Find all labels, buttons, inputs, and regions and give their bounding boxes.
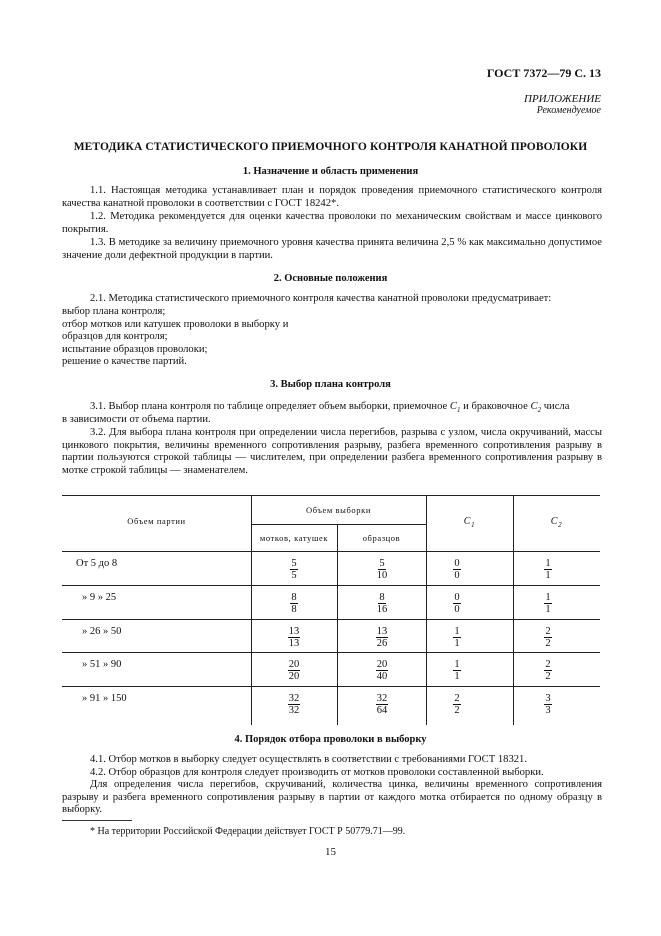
section-1-heading: 1. Назначение и область применения	[242, 166, 419, 177]
coils-fraction: $\frac{20}{20}$	[288, 659, 300, 682]
c1-fraction: $\frac{2}{2}$	[454, 693, 460, 716]
specimens-fraction: $\frac{20}{40}$	[376, 659, 388, 682]
paragraph-1-3: 1.3. В методике за величину приемочного уровня качества принята величина 2,5 % как максимально допустимое значение доли дефектной продукции в партии.	[62, 237, 602, 261]
footnote: * На территории Российской Федерации действует ГОСТ Р 50779.71—99.	[90, 826, 406, 837]
section-2-heading: 2. Основные положения	[273, 273, 388, 284]
c2-fraction: $\frac{1}{1}$	[545, 558, 551, 581]
paragraph-3-1-cont: в зависимости от объема партии.	[62, 414, 211, 425]
coils-fraction: $\frac{32}{32}$	[288, 693, 300, 716]
header-sample-size: Объем выборки	[306, 505, 371, 515]
list-item: испытание образцов проволоки;	[62, 344, 208, 355]
header-c1: $C_1$	[463, 516, 476, 529]
list-item: образцов для контроля;	[62, 331, 168, 342]
section-4-heading: 4. Порядок отбора проволоки в выборку	[234, 734, 427, 745]
c2-fraction: $\frac{1}{1}$	[545, 592, 551, 615]
page-header: ГОСТ 7372—79 С. 13	[486, 66, 601, 80]
list-item: решение о качестве партий.	[62, 356, 187, 367]
paragraph-1-2: 1.2. Методика рекомендуется для оценки качества проволоки по механическим свойствам и массе цинкового покрытия.	[62, 211, 602, 235]
specimens-fraction: $\frac{5}{10}$	[376, 558, 388, 581]
lot-size-cell: » 9 » 25	[82, 592, 117, 603]
paragraph-4-1: 4.1. Отбор мотков в выборку следует осуществлять в соответствии с требованиями ГОСТ 18321.	[90, 754, 527, 765]
header-c2: $C_2$	[550, 516, 563, 529]
paragraph-2-1: 2.1. Методика статистического приемочного контроля качества канатной проволоки предусматривает:	[90, 293, 552, 304]
header-lot-size: Объем партии	[127, 516, 186, 526]
lot-size-cell: » 51 » 90	[82, 659, 122, 670]
lot-size-cell: От 5 до 8	[76, 558, 118, 569]
coils-fraction: $\frac{8}{8}$	[291, 592, 297, 615]
c1-fraction: $\frac{1}{1}$	[454, 659, 460, 682]
footnote-rule	[62, 820, 132, 821]
paragraph-4-3: Для определения числа перегибов, скручиваний, количества цинка, величины временного сопротивления разрыву и разбега временного сопротивления разрыву в партии от каждого мотка отбирается по одному образцу в выборку.	[62, 779, 602, 815]
c2-fraction: $\frac{3}{3}$	[545, 693, 551, 716]
c1-fraction: $\frac{0}{0}$	[454, 558, 460, 581]
c2-fraction: $\frac{2}{2}$	[545, 659, 551, 682]
c1-symbol: $C_1$	[449, 401, 461, 415]
specimens-fraction: $\frac{32}{64}$	[376, 693, 388, 716]
coils-fraction: $\frac{13}{13}$	[288, 626, 300, 649]
header-specimens: образцов	[362, 533, 401, 543]
page-number: 15	[325, 846, 336, 858]
c1-fraction: $\frac{0}{0}$	[454, 592, 460, 615]
header-coils: мотков, катушек	[259, 533, 329, 543]
recommended-label: Рекомендуемое	[536, 105, 601, 116]
paragraph-1-1: 1.1. Настоящая методика устанавливает план и порядок проведения приемочного статистического контроля качества канатной проволоки в соответствии с ГОСТ 18242*.	[62, 185, 602, 209]
c2-fraction: $\frac{2}{2}$	[545, 626, 551, 649]
c1-fraction: $\frac{1}{1}$	[454, 626, 460, 649]
list-item: отбор мотков или катушек проволоки в выборку и	[62, 319, 289, 330]
section-3-heading: 3. Выбор плана контроля	[270, 379, 391, 390]
c2-symbol: $C_2$	[530, 401, 542, 415]
paragraph-3-2: 3.2. Для выбора плана контроля при определении числа перегибов, разрыва с узлом, числа окручиваний, массы цинкового покрытия, величины временного сопротивления разрыву, разбега временного сопротивления разрыву в партии пользуются строкой таблицы — числителем, при определении разбега временного сопротивления разрыву в мотке строкой таблицы — знаменателем.	[62, 427, 602, 476]
document-title: МЕТОДИКА СТАТИСТИЧЕСКОГО ПРИЕМОЧНОГО КОНТРОЛЯ КАНАТНОЙ ПРОВОЛОКИ	[73, 141, 588, 153]
appendix-label: ПРИЛОЖЕНИЕ	[524, 93, 601, 105]
paragraph-4-2: 4.2. Отбор образцов для контроля следует производить от мотков проволоки составленной выборки.	[90, 767, 544, 778]
specimens-fraction: $\frac{8}{16}$	[376, 592, 388, 615]
lot-size-cell: » 26 » 50	[82, 626, 122, 637]
coils-fraction: $\frac{5}{5}$	[291, 558, 297, 581]
paragraph-3-1: 3.1. Выбор плана контроля по таблице определяет объем выборки, приемочное $C_1$ и браковочное $C_2$ числа	[90, 401, 570, 415]
lot-size-cell: » 91 » 150	[82, 693, 127, 704]
sampling-plan-table	[62, 495, 600, 725]
specimens-fraction: $\frac{13}{26}$	[376, 626, 388, 649]
list-item: выбор плана контроля;	[62, 306, 166, 317]
